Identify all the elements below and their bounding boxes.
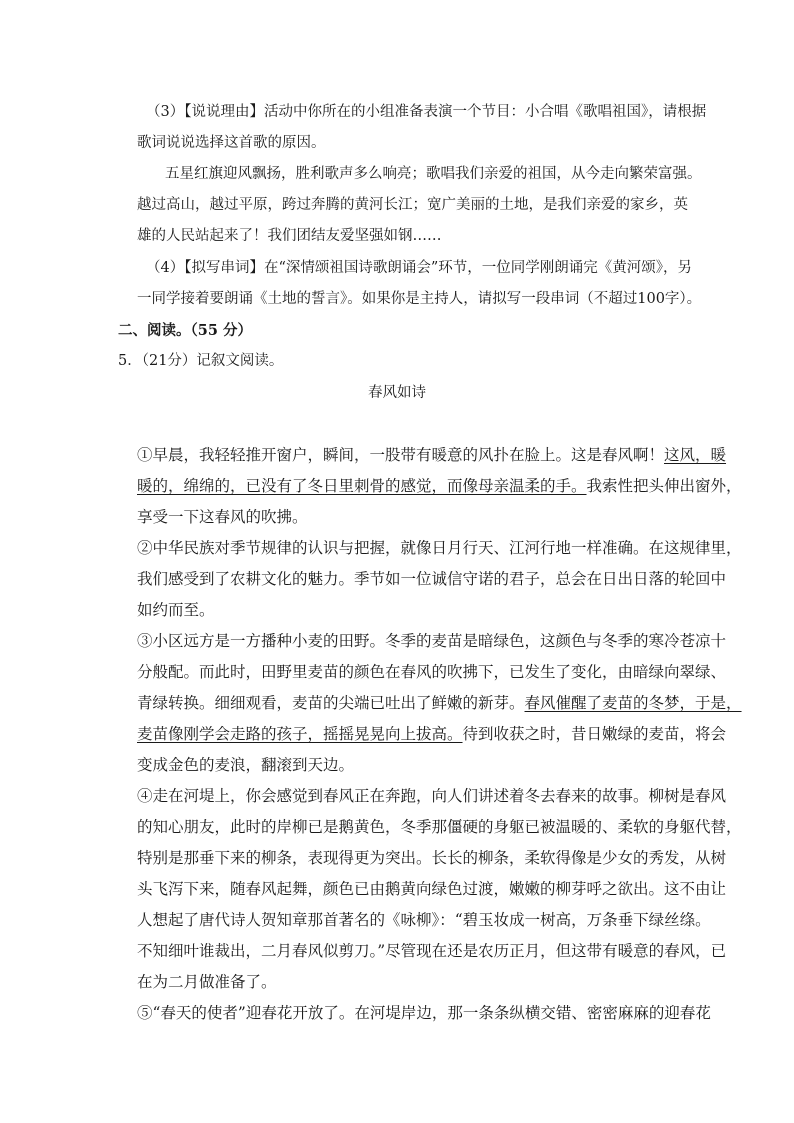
p3-underlined: 春风催醒了麦苗的冬梦，于是， (524, 694, 742, 712)
p1-text: ①早晨，我轻轻推开窗户，瞬间，一股带有暖意的风扑在脸上。这是春风啊！ (137, 446, 665, 464)
paragraph-2-line-2: 我们感受到了农耕文化的魅力。季节如一位诚信守诺的君子，总会在日出日落的轮回中 (137, 570, 727, 588)
paragraph-2-line-3: 如约而至。 (137, 601, 215, 619)
section-2 (118, 315, 252, 346)
paragraph-1-line-1 (137, 440, 742, 471)
paragraph-3-line-3 (137, 688, 742, 719)
question-4-line-1: （4）【拟写串词】在“深情颂祖国诗歌朗诵会”环节，一位同学刚朗诵完《黄河颂》，另 (146, 260, 693, 276)
lyrics-line-3: 雄的人民站起来了！我们团结友爱坚强如钢…… (137, 228, 442, 244)
paragraph-5-line-1: ⑤“春天的使者”迎春花开放了。在河堤岸边，那一条条纵横交错、密密麻麻的迎春花 (137, 1004, 711, 1022)
lyrics-block (165, 159, 702, 190)
question-3-line-2: 歌词说说选择这首歌的原因。 (137, 135, 326, 151)
paragraph-4-line-3: 特别是那垂下来的柳条，表现得更为突出。长长的柳条，柔软得像是少女的秀发，从树 (137, 849, 727, 867)
p3-text: 青绿转换。细细观看，麦苗的尖端已吐出了鲜嫩的新芽。 (137, 694, 525, 712)
article-body (137, 440, 742, 1029)
p3-underlined-2: 麦苗像刚学会走路的孩子，摇摇晃晃向上拔高。 (137, 725, 463, 743)
lyrics-line-1: 五星红旗迎风飘扬，胜利歌声多么响亮；歌唱我们亲爱的祖国，从今走向繁荣富强。 (165, 166, 702, 182)
lyrics-cont (137, 190, 688, 252)
paragraph-3-line-5: 变成金色的麦浪，翻滚到天边。 (137, 756, 355, 774)
paragraph-4-line-5: 人想起了唐代诗人贺知章那首著名的《咏柳》：“碧玉妆成一树高，万条垂下绿丝绦。 (137, 911, 711, 929)
paragraph-3-line-1: ③小区远方是一方播种小麦的田野。冬季的麦苗是暗绿色，这颜色与冬季的寒冷苍凉十 (137, 632, 727, 650)
question-4 (146, 253, 692, 284)
p3-text-2: 待到收获之时，昔日嫩绿的麦苗，将会 (462, 725, 727, 743)
paragraph-4-line-7: 在为二月做准备了。 (137, 973, 277, 991)
paragraph-1-line-2 (137, 471, 742, 502)
question-5-label: 5．（21分）记叙文阅读。 (118, 353, 284, 369)
question-4-cont (137, 284, 701, 315)
paragraph-3-line-2: 分般配。而此时，田野里麦苗的颜色在春风的吹拂下，已发生了变化，由暗绿向翠绿、 (137, 663, 727, 681)
paragraph-4-line-1: ④走在河堤上，你会感觉到春风正在奔跑，向人们讲述着冬去春来的故事。柳树是春风 (137, 787, 727, 805)
paragraph-4-line-6: 不知细叶谁裁出，二月春风似剪刀。”尽管现在还是农历正月，但这带有暖意的春风，已 (137, 942, 727, 960)
question-5 (118, 346, 283, 377)
section-heading: 二、阅读。（55 分） (118, 322, 252, 339)
article-title: 春风如诗 (368, 385, 426, 401)
question-3 (146, 97, 706, 128)
paragraph-1-line-3: 享受一下这春风的吹拂。 (137, 508, 308, 526)
question-4-line-2: 一同学接着要朗诵《土地的誓言》。如果你是主持人，请拟写一段串词（不超过100字）。 (137, 291, 702, 307)
p1-underlined-2: 暖的，绵绵的，已没有了冬日里刺骨的感觉，而像母亲温柔的手。 (137, 477, 587, 495)
question-3-line-1: （3）【说说理由】活动中你所在的小组准备表演一个节目：小合唱《歌唱祖国》，请根据 (146, 104, 707, 120)
p1-text-2: 我索性把头伸出窗外， (586, 477, 742, 495)
paragraph-4-line-2: 的知心朋友，此时的岸柳已是鹅黄色，冬季那僵硬的身躯已被温暖的、柔软的身躯代替， (137, 818, 742, 836)
lyrics-line-2: 越过高山，越过平原，跨过奔腾的黄河长江；宽广美丽的土地，是我们亲爱的家乡，英 (137, 197, 688, 213)
paragraph-4-line-4: 头飞泻下来，随春风起舞，颜色已由鹅黄向绿色过渡，嫩嫩的柳芽呼之欲出。这不由让 (137, 880, 727, 898)
paragraph-3-line-4 (137, 719, 742, 750)
article-title-wrap (0, 378, 794, 409)
p1-underlined: 这风，暖 (664, 446, 727, 464)
question-3-cont (137, 128, 326, 159)
paragraph-2-line-1: ②中华民族对季节规律的认识与把握，就像日月行天、江河行地一样准确。在这规律里， (137, 539, 742, 557)
